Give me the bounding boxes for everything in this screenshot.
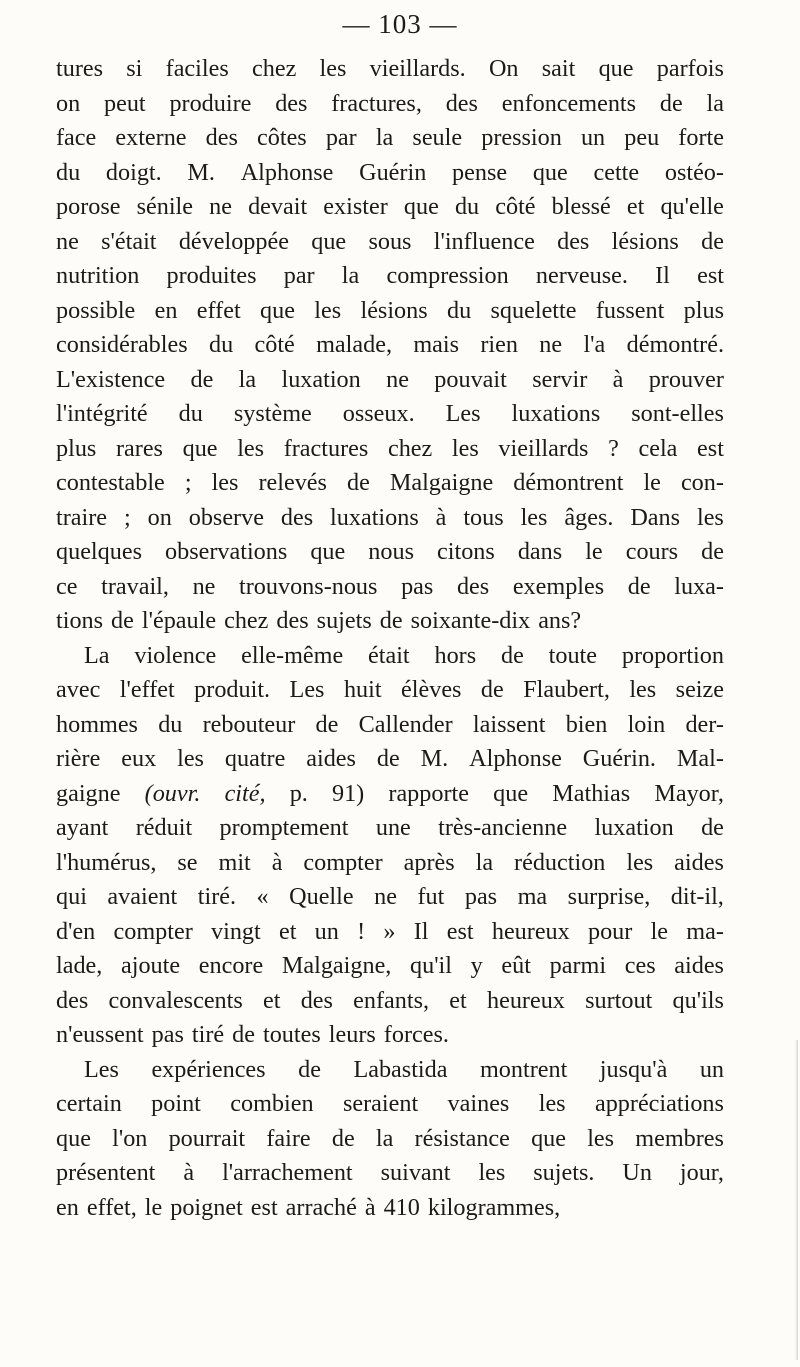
- text-line: contestable ; les relevés de Malgaigne démontrent le con-: [56, 469, 724, 496]
- text-line: lade, ajoute encore Malgaigne, qu'il y eût parmi ces aides: [56, 952, 724, 979]
- text-line: nutrition produites par la compression nerveuse. Il est: [56, 262, 724, 289]
- text-line: porose sénile ne devait exister que du côté blessé et qu'elle: [56, 193, 724, 220]
- text-line: présentent à l'arrachement suivant les sujets. Un jour,: [56, 1159, 724, 1186]
- text-line: on peut produire des fractures, des enfoncements de la: [56, 89, 724, 117]
- text-line: en effet, le poignet est arraché à 410 kilogrammes,: [56, 1193, 561, 1221]
- text-line: La violence elle-même était hors de toute proportion: [84, 641, 724, 669]
- text-line: considérables du côté malade, mais rien ne l'a démontré.: [56, 331, 724, 358]
- text-line: plus rares que les fractures chez les vieillards ? cela est: [56, 434, 724, 462]
- text-line: ce travail, ne trouvons-nous pas des exemples de luxa-: [56, 572, 724, 600]
- text-line: hommes du rebouteur de Callender laissent bien loin der-: [56, 710, 724, 738]
- text-line: certain point combien seraient vaines les appréciations: [56, 1090, 724, 1117]
- page-number-header: — 103 —: [342, 9, 458, 39]
- text-line: des convalescents et des enfants, et heureux surtout qu'ils: [56, 986, 724, 1014]
- text-line: L'existence de la luxation ne pouvait servir à prouver: [56, 365, 724, 393]
- text-line: que l'on pourrait faire de la résistance que les membres: [56, 1124, 724, 1152]
- text-line: l'intégrité du système osseux. Les luxations sont-elles: [56, 400, 724, 427]
- text-line: qui avaient tiré. « Quelle ne fut pas ma surprise, dit-il,: [56, 883, 724, 910]
- text-line: Les expériences de Labastida montrent jusqu'à un: [84, 1055, 724, 1083]
- text-line: quelques observations que nous citons dans le cours de: [56, 538, 724, 565]
- text-line: n'eussent pas tiré de toutes leurs forces.: [56, 1021, 449, 1048]
- text-line: face externe des côtes par la seule pression un peu forte: [56, 124, 724, 151]
- text-line: ne s'était développée que sous l'influence des lésions de: [56, 227, 724, 255]
- text-line: l'humérus, se mit à compter après la réduction les aides: [56, 848, 724, 876]
- text-line: traire ; on observe des luxations à tous les âges. Dans les: [56, 503, 724, 531]
- text-line: du doigt. M. Alphonse Guérin pense que cette ostéo-: [56, 158, 724, 186]
- text-line: d'en compter vingt et un ! » Il est heureux pour le ma-: [56, 917, 724, 945]
- text-line: rière eux les quatre aides de M. Alphonse Guérin. Mal-: [56, 745, 724, 772]
- page-edge-shadow: [795, 1040, 798, 1360]
- text-line: avec l'effet produit. Les huit élèves de Flaubert, les seize: [56, 676, 724, 703]
- text-line: ayant réduit promptement une très-ancienne luxation de: [56, 814, 724, 841]
- text-line: tions de l'épaule chez des sujets de soixante-dix ans?: [56, 607, 582, 634]
- text-line: possible en effet que les lésions du squelette fussent plus: [56, 296, 724, 324]
- text-line: gaigne (ouvr. cité, p. 91) rapporte que Mathias Mayor,: [56, 779, 724, 807]
- text-line: tures si faciles chez les vieillards. On sait que parfois: [56, 55, 724, 82]
- body-text: [56, 52, 724, 1225]
